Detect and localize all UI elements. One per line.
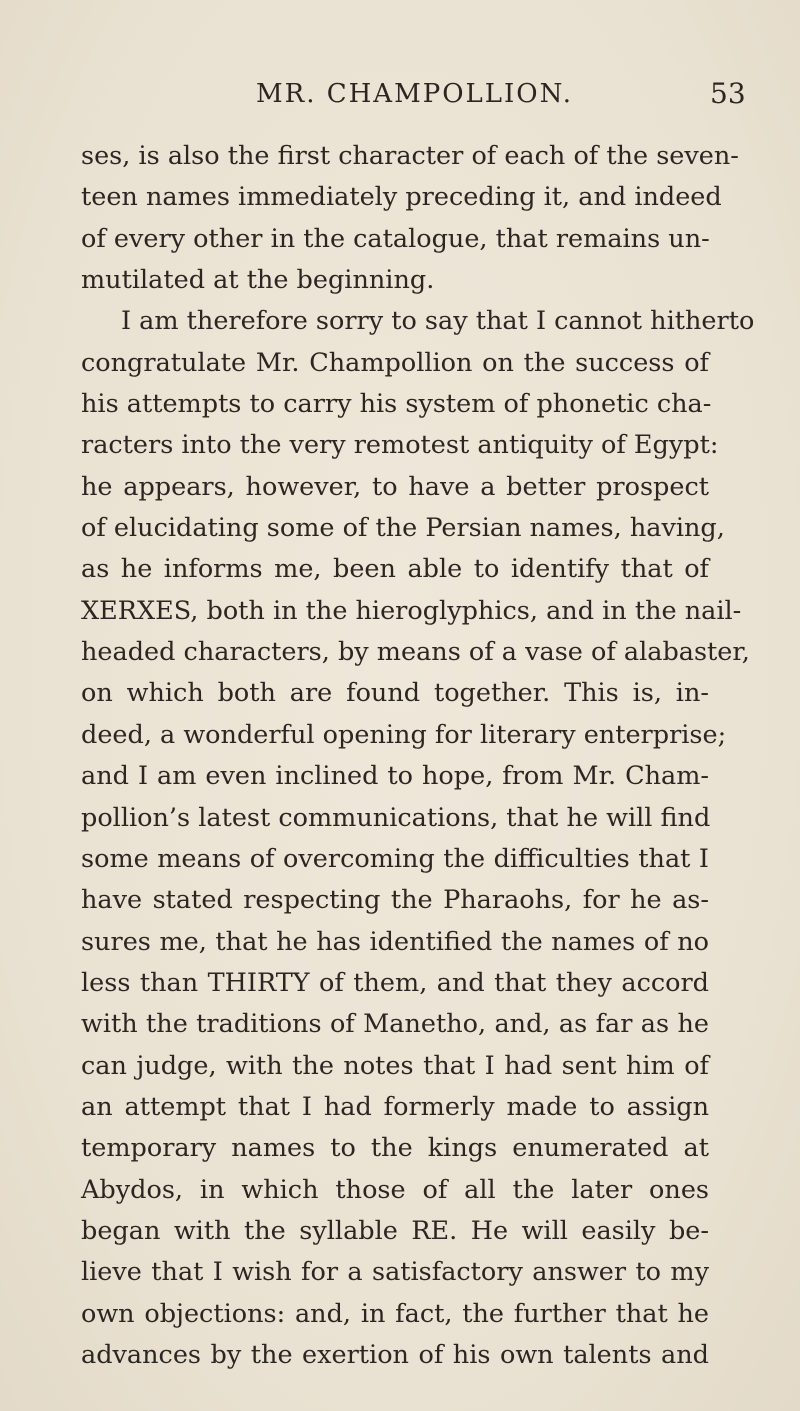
text-line: racters into the very remotest antiquity of Egypt:	[81, 430, 719, 461]
text-line: less than THIRTY of them, and that they accord	[81, 967, 709, 998]
text-line: sures me, that he has identified the names of no	[81, 926, 709, 957]
text-line: of elucidating some of the Persian names, having,	[81, 513, 725, 544]
text-line: on which both are found together. This is, in-	[81, 678, 709, 709]
text-line: lieve that I wish for a satisfactory answer to my	[81, 1257, 709, 1288]
text-line: and I am even inclined to hope, from Mr. Cham-	[81, 761, 709, 792]
text-line: temporary names to the kings enumerated at	[81, 1133, 709, 1164]
text-line: of every other in the catalogue, that remains un-	[81, 223, 710, 254]
text-line: I am therefore sorry to say that I cannot hitherto	[121, 306, 755, 337]
text-line: Abydos, in which those of all the later ones	[81, 1174, 709, 1205]
text-line: ses, is also the first character of each of the seven-	[81, 141, 739, 171]
body-text	[81, 136, 755, 1376]
page-number: 53	[710, 77, 746, 110]
text-line: mutilated at the beginning.	[81, 265, 435, 296]
text-line: congratulate Mr. Champollion on the success of	[81, 347, 709, 378]
text-line: began with the syllable RE. He will easily be-	[81, 1215, 709, 1246]
text-line: can judge, with the notes that I had sent him of	[81, 1050, 709, 1081]
text-line: teen names immediately preceding it, and indeed	[81, 182, 722, 213]
text-line: some means of overcoming the difficulties that I	[81, 843, 709, 874]
text-line: as he informs me, been able to identify that of	[81, 554, 709, 585]
text-line: with the traditions of Manetho, and, as far as he	[81, 1009, 709, 1040]
text-line: have stated respecting the Pharaohs, for he as-	[81, 885, 709, 916]
page-header	[0, 74, 800, 114]
text-line: XERXES, both in the hieroglyphics, and in the nail-	[81, 595, 742, 626]
running-head: MR. CHAMPOLLION.	[256, 79, 573, 109]
text-line: pollion’s latest communications, that he will find	[81, 802, 711, 833]
text-line: headed characters, by means of a vase of alabaster,	[81, 637, 750, 668]
text-line: he appears, however, to have a better prospect	[81, 471, 709, 502]
text-line: his attempts to carry his system of phonetic cha-	[81, 389, 712, 420]
text-line: an attempt that I had formerly made to assign	[81, 1091, 709, 1122]
text-line: own objections: and, in fact, the further that he	[81, 1298, 709, 1329]
text-line: deed, a wonderful opening for literary enterprise;	[81, 719, 727, 750]
text-line: advances by the exertion of his own talents and	[81, 1339, 709, 1370]
